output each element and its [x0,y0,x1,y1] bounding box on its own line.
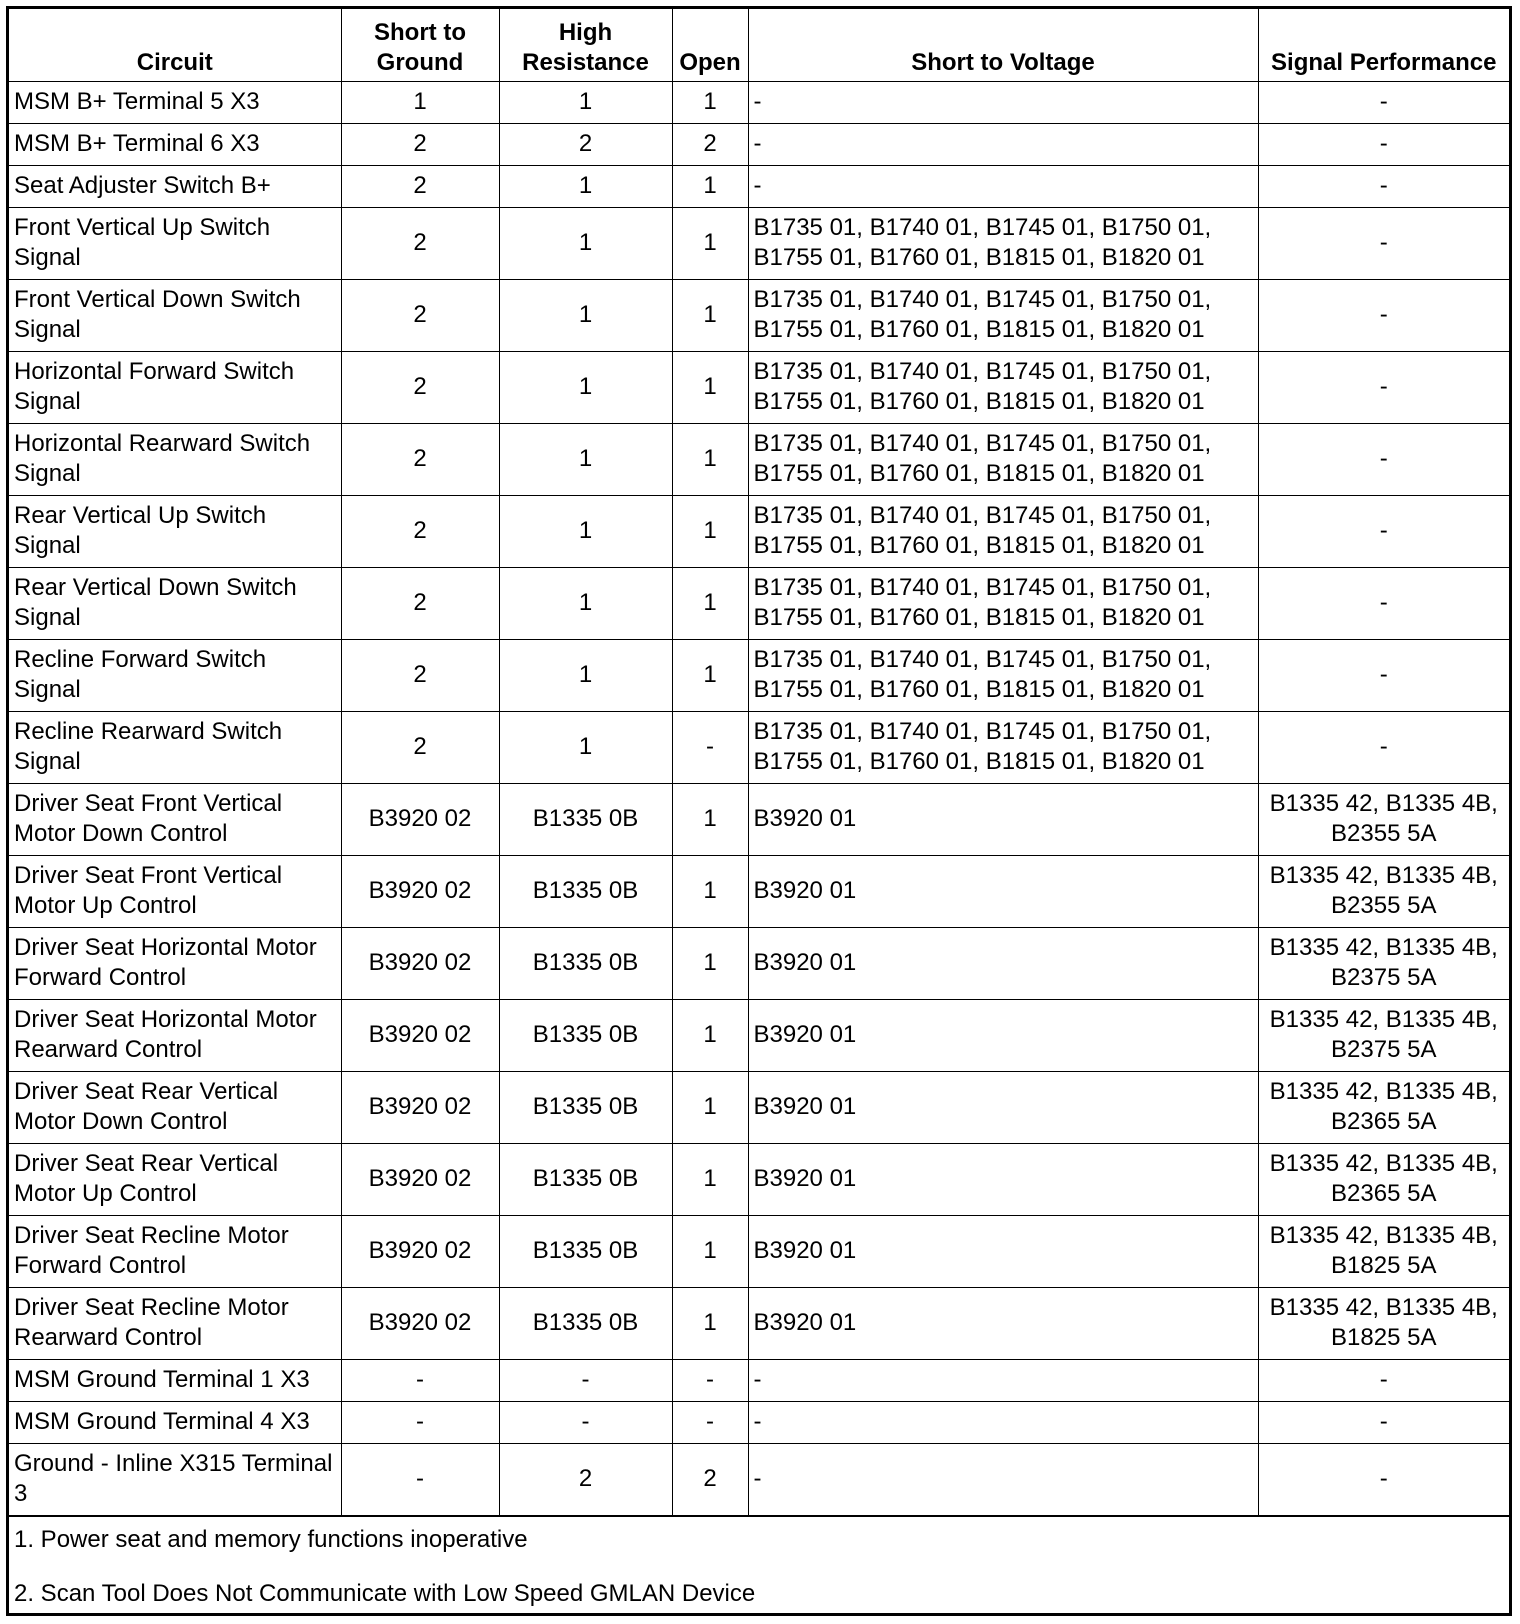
cell-high-resistance: B1335 0B [499,855,672,927]
cell-high-resistance: B1335 0B [499,927,672,999]
cell-high-resistance: B1335 0B [499,1143,672,1215]
cell-open: 1 [672,927,748,999]
cell-signal-performance: - [1258,81,1509,123]
cell-open: 1 [672,207,748,279]
cell-short-to-voltage: B3920 01 [748,1215,1258,1287]
cell-circuit: Horizontal Forward Switch Signal [9,351,341,423]
cell-signal-performance: B1335 42, B1335 4B, B2365 5A [1258,1071,1509,1143]
table-row [9,123,1509,165]
cell-open: 1 [672,783,748,855]
cell-high-resistance: 1 [499,351,672,423]
cell-high-resistance: - [499,1401,672,1443]
circuit-fault-table-frame [6,6,1512,1616]
cell-open: - [672,1359,748,1401]
cell-circuit: Driver Seat Horizontal Motor Rearward Control [9,999,341,1071]
cell-short-to-ground: B3920 02 [341,1287,499,1359]
cell-circuit: MSM B+ Terminal 6 X3 [9,123,341,165]
table-row [9,1359,1509,1401]
cell-signal-performance: - [1258,423,1509,495]
cell-short-to-ground: 1 [341,81,499,123]
cell-circuit: MSM B+ Terminal 5 X3 [9,81,341,123]
table-row [9,1401,1509,1443]
cell-signal-performance: B1335 42, B1335 4B, B2375 5A [1258,927,1509,999]
cell-short-to-ground: 2 [341,711,499,783]
cell-circuit: Rear Vertical Down Switch Signal [9,567,341,639]
cell-open: 1 [672,1143,748,1215]
cell-high-resistance: 1 [499,639,672,711]
cell-short-to-voltage: B3920 01 [748,855,1258,927]
cell-open: 1 [672,1287,748,1359]
cell-high-resistance: 1 [499,81,672,123]
cell-high-resistance: B1335 0B [499,999,672,1071]
cell-short-to-ground: - [341,1443,499,1515]
cell-high-resistance: B1335 0B [499,1287,672,1359]
footnotes [9,1516,1509,1609]
header-short-to-voltage: Short to Voltage [748,9,1258,81]
cell-short-to-voltage: B1735 01, B1740 01, B1745 01, B1750 01, B1755 01, B1760 01, B1815 01, B1820 01 [748,423,1258,495]
cell-high-resistance: 1 [499,207,672,279]
table-row [9,81,1509,123]
header-short-to-ground [341,9,499,81]
cell-signal-performance: - [1258,639,1509,711]
cell-circuit: Front Vertical Up Switch Signal [9,207,341,279]
table-row [9,927,1509,999]
cell-signal-performance: - [1258,711,1509,783]
cell-open: - [672,711,748,783]
cell-short-to-voltage: B3920 01 [748,1287,1258,1359]
table-row [9,279,1509,351]
cell-short-to-voltage: B1735 01, B1740 01, B1745 01, B1750 01, B1755 01, B1760 01, B1815 01, B1820 01 [748,207,1258,279]
cell-short-to-voltage: B1735 01, B1740 01, B1745 01, B1750 01, B1755 01, B1760 01, B1815 01, B1820 01 [748,711,1258,783]
table-row [9,1071,1509,1143]
table-row [9,1443,1509,1515]
header-high-resistance [499,9,672,81]
table-row [9,567,1509,639]
cell-open: - [672,1401,748,1443]
cell-short-to-ground: 2 [341,165,499,207]
cell-short-to-ground: 2 [341,279,499,351]
cell-open: 1 [672,1215,748,1287]
cell-open: 1 [672,567,748,639]
cell-short-to-ground: B3920 02 [341,1215,499,1287]
circuit-fault-table [9,9,1509,1516]
cell-short-to-voltage: - [748,1401,1258,1443]
cell-open: 1 [672,1071,748,1143]
cell-high-resistance: B1335 0B [499,1215,672,1287]
cell-short-to-ground: 2 [341,351,499,423]
table-row [9,351,1509,423]
cell-high-resistance: 1 [499,423,672,495]
cell-short-to-voltage: B1735 01, B1740 01, B1745 01, B1750 01, B1755 01, B1760 01, B1815 01, B1820 01 [748,495,1258,567]
cell-circuit: Recline Rearward Switch Signal [9,711,341,783]
table-header-row [9,9,1509,81]
header-short-to-ground-label: Short to Ground [374,18,466,76]
cell-circuit: Seat Adjuster Switch B+ [9,165,341,207]
cell-short-to-ground: - [341,1401,499,1443]
cell-short-to-ground: 2 [341,567,499,639]
cell-signal-performance: - [1258,279,1509,351]
cell-high-resistance: 1 [499,495,672,567]
cell-high-resistance: 1 [499,279,672,351]
header-open: Open [672,9,748,81]
cell-circuit: MSM Ground Terminal 4 X3 [9,1401,341,1443]
cell-signal-performance: - [1258,495,1509,567]
cell-circuit: Ground - Inline X315 Terminal 3 [9,1443,341,1515]
cell-short-to-ground: 2 [341,495,499,567]
cell-short-to-voltage: B1735 01, B1740 01, B1745 01, B1750 01, B1755 01, B1760 01, B1815 01, B1820 01 [748,351,1258,423]
cell-short-to-voltage: - [748,81,1258,123]
cell-high-resistance: B1335 0B [499,1071,672,1143]
cell-high-resistance: 2 [499,1443,672,1515]
cell-circuit: MSM Ground Terminal 1 X3 [9,1359,341,1401]
cell-open: 1 [672,855,748,927]
cell-high-resistance: 2 [499,123,672,165]
cell-circuit: Front Vertical Down Switch Signal [9,279,341,351]
cell-short-to-ground: 2 [341,207,499,279]
cell-high-resistance: - [499,1359,672,1401]
cell-open: 1 [672,999,748,1071]
cell-circuit: Driver Seat Horizontal Motor Forward Control [9,927,341,999]
cell-signal-performance: - [1258,1443,1509,1515]
cell-short-to-voltage: B1735 01, B1740 01, B1745 01, B1750 01, B1755 01, B1760 01, B1815 01, B1820 01 [748,639,1258,711]
cell-high-resistance: 1 [499,165,672,207]
cell-short-to-ground: B3920 02 [341,855,499,927]
cell-short-to-ground: B3920 02 [341,1143,499,1215]
cell-short-to-ground: B3920 02 [341,927,499,999]
cell-high-resistance: 1 [499,567,672,639]
cell-short-to-voltage: B1735 01, B1740 01, B1745 01, B1750 01, B1755 01, B1760 01, B1815 01, B1820 01 [748,279,1258,351]
cell-signal-performance: - [1258,165,1509,207]
header-high-resistance-label: High Resistance [522,18,649,76]
table-row [9,639,1509,711]
cell-short-to-ground: 2 [341,639,499,711]
cell-short-to-voltage: - [748,1443,1258,1515]
cell-circuit: Driver Seat Front Vertical Motor Up Control [9,855,341,927]
cell-high-resistance: 1 [499,711,672,783]
cell-signal-performance: - [1258,567,1509,639]
table-row [9,1287,1509,1359]
table-row [9,711,1509,783]
cell-circuit: Driver Seat Rear Vertical Motor Down Control [9,1071,341,1143]
cell-circuit: Rear Vertical Up Switch Signal [9,495,341,567]
cell-signal-performance: - [1258,1359,1509,1401]
header-signal-performance: Signal Performance [1258,9,1509,81]
table-row [9,855,1509,927]
table-row [9,165,1509,207]
cell-open: 2 [672,123,748,165]
cell-open: 1 [672,351,748,423]
cell-short-to-voltage: B3920 01 [748,927,1258,999]
cell-circuit: Recline Forward Switch Signal [9,639,341,711]
cell-short-to-ground: B3920 02 [341,783,499,855]
table-row [9,495,1509,567]
cell-circuit: Driver Seat Recline Motor Forward Control [9,1215,341,1287]
cell-open: 1 [672,279,748,351]
cell-open: 1 [672,165,748,207]
table-row [9,1143,1509,1215]
cell-short-to-ground: 2 [341,423,499,495]
table-row [9,423,1509,495]
table-row [9,783,1509,855]
table-row [9,1215,1509,1287]
cell-short-to-voltage: - [748,165,1258,207]
cell-short-to-ground: - [341,1359,499,1401]
cell-open: 1 [672,81,748,123]
cell-signal-performance: B1335 42, B1335 4B, B2355 5A [1258,855,1509,927]
cell-short-to-voltage: B3920 01 [748,999,1258,1071]
cell-short-to-voltage: B1735 01, B1740 01, B1745 01, B1750 01, B1755 01, B1760 01, B1815 01, B1820 01 [748,567,1258,639]
cell-open: 1 [672,495,748,567]
cell-signal-performance: - [1258,123,1509,165]
cell-signal-performance: B1335 42, B1335 4B, B1825 5A [1258,1215,1509,1287]
cell-circuit: Horizontal Rearward Switch Signal [9,423,341,495]
cell-short-to-voltage: B3920 01 [748,1071,1258,1143]
table-row [9,999,1509,1071]
cell-short-to-voltage: B3920 01 [748,783,1258,855]
footnote-2: 2. Scan Tool Does Not Communicate with Low Speed GMLAN Device [14,1579,756,1607]
cell-signal-performance: - [1258,207,1509,279]
cell-short-to-ground: B3920 02 [341,1071,499,1143]
cell-signal-performance: B1335 42, B1335 4B, B1825 5A [1258,1287,1509,1359]
cell-short-to-voltage: - [748,123,1258,165]
cell-high-resistance: B1335 0B [499,783,672,855]
cell-short-to-voltage: - [748,1359,1258,1401]
cell-signal-performance: B1335 42, B1335 4B, B2375 5A [1258,999,1509,1071]
footnote-1: 1. Power seat and memory functions inoperative [14,1525,528,1553]
cell-open: 1 [672,423,748,495]
cell-short-to-voltage: B3920 01 [748,1143,1258,1215]
cell-signal-performance: B1335 42, B1335 4B, B2355 5A [1258,783,1509,855]
cell-signal-performance: - [1258,1401,1509,1443]
cell-circuit: Driver Seat Front Vertical Motor Down Control [9,783,341,855]
header-circuit: Circuit [9,9,341,81]
cell-signal-performance: B1335 42, B1335 4B, B2365 5A [1258,1143,1509,1215]
cell-open: 2 [672,1443,748,1515]
cell-open: 1 [672,639,748,711]
cell-circuit: Driver Seat Recline Motor Rearward Control [9,1287,341,1359]
cell-signal-performance: - [1258,351,1509,423]
cell-short-to-ground: B3920 02 [341,999,499,1071]
cell-circuit: Driver Seat Rear Vertical Motor Up Control [9,1143,341,1215]
table-row [9,207,1509,279]
cell-short-to-ground: 2 [341,123,499,165]
